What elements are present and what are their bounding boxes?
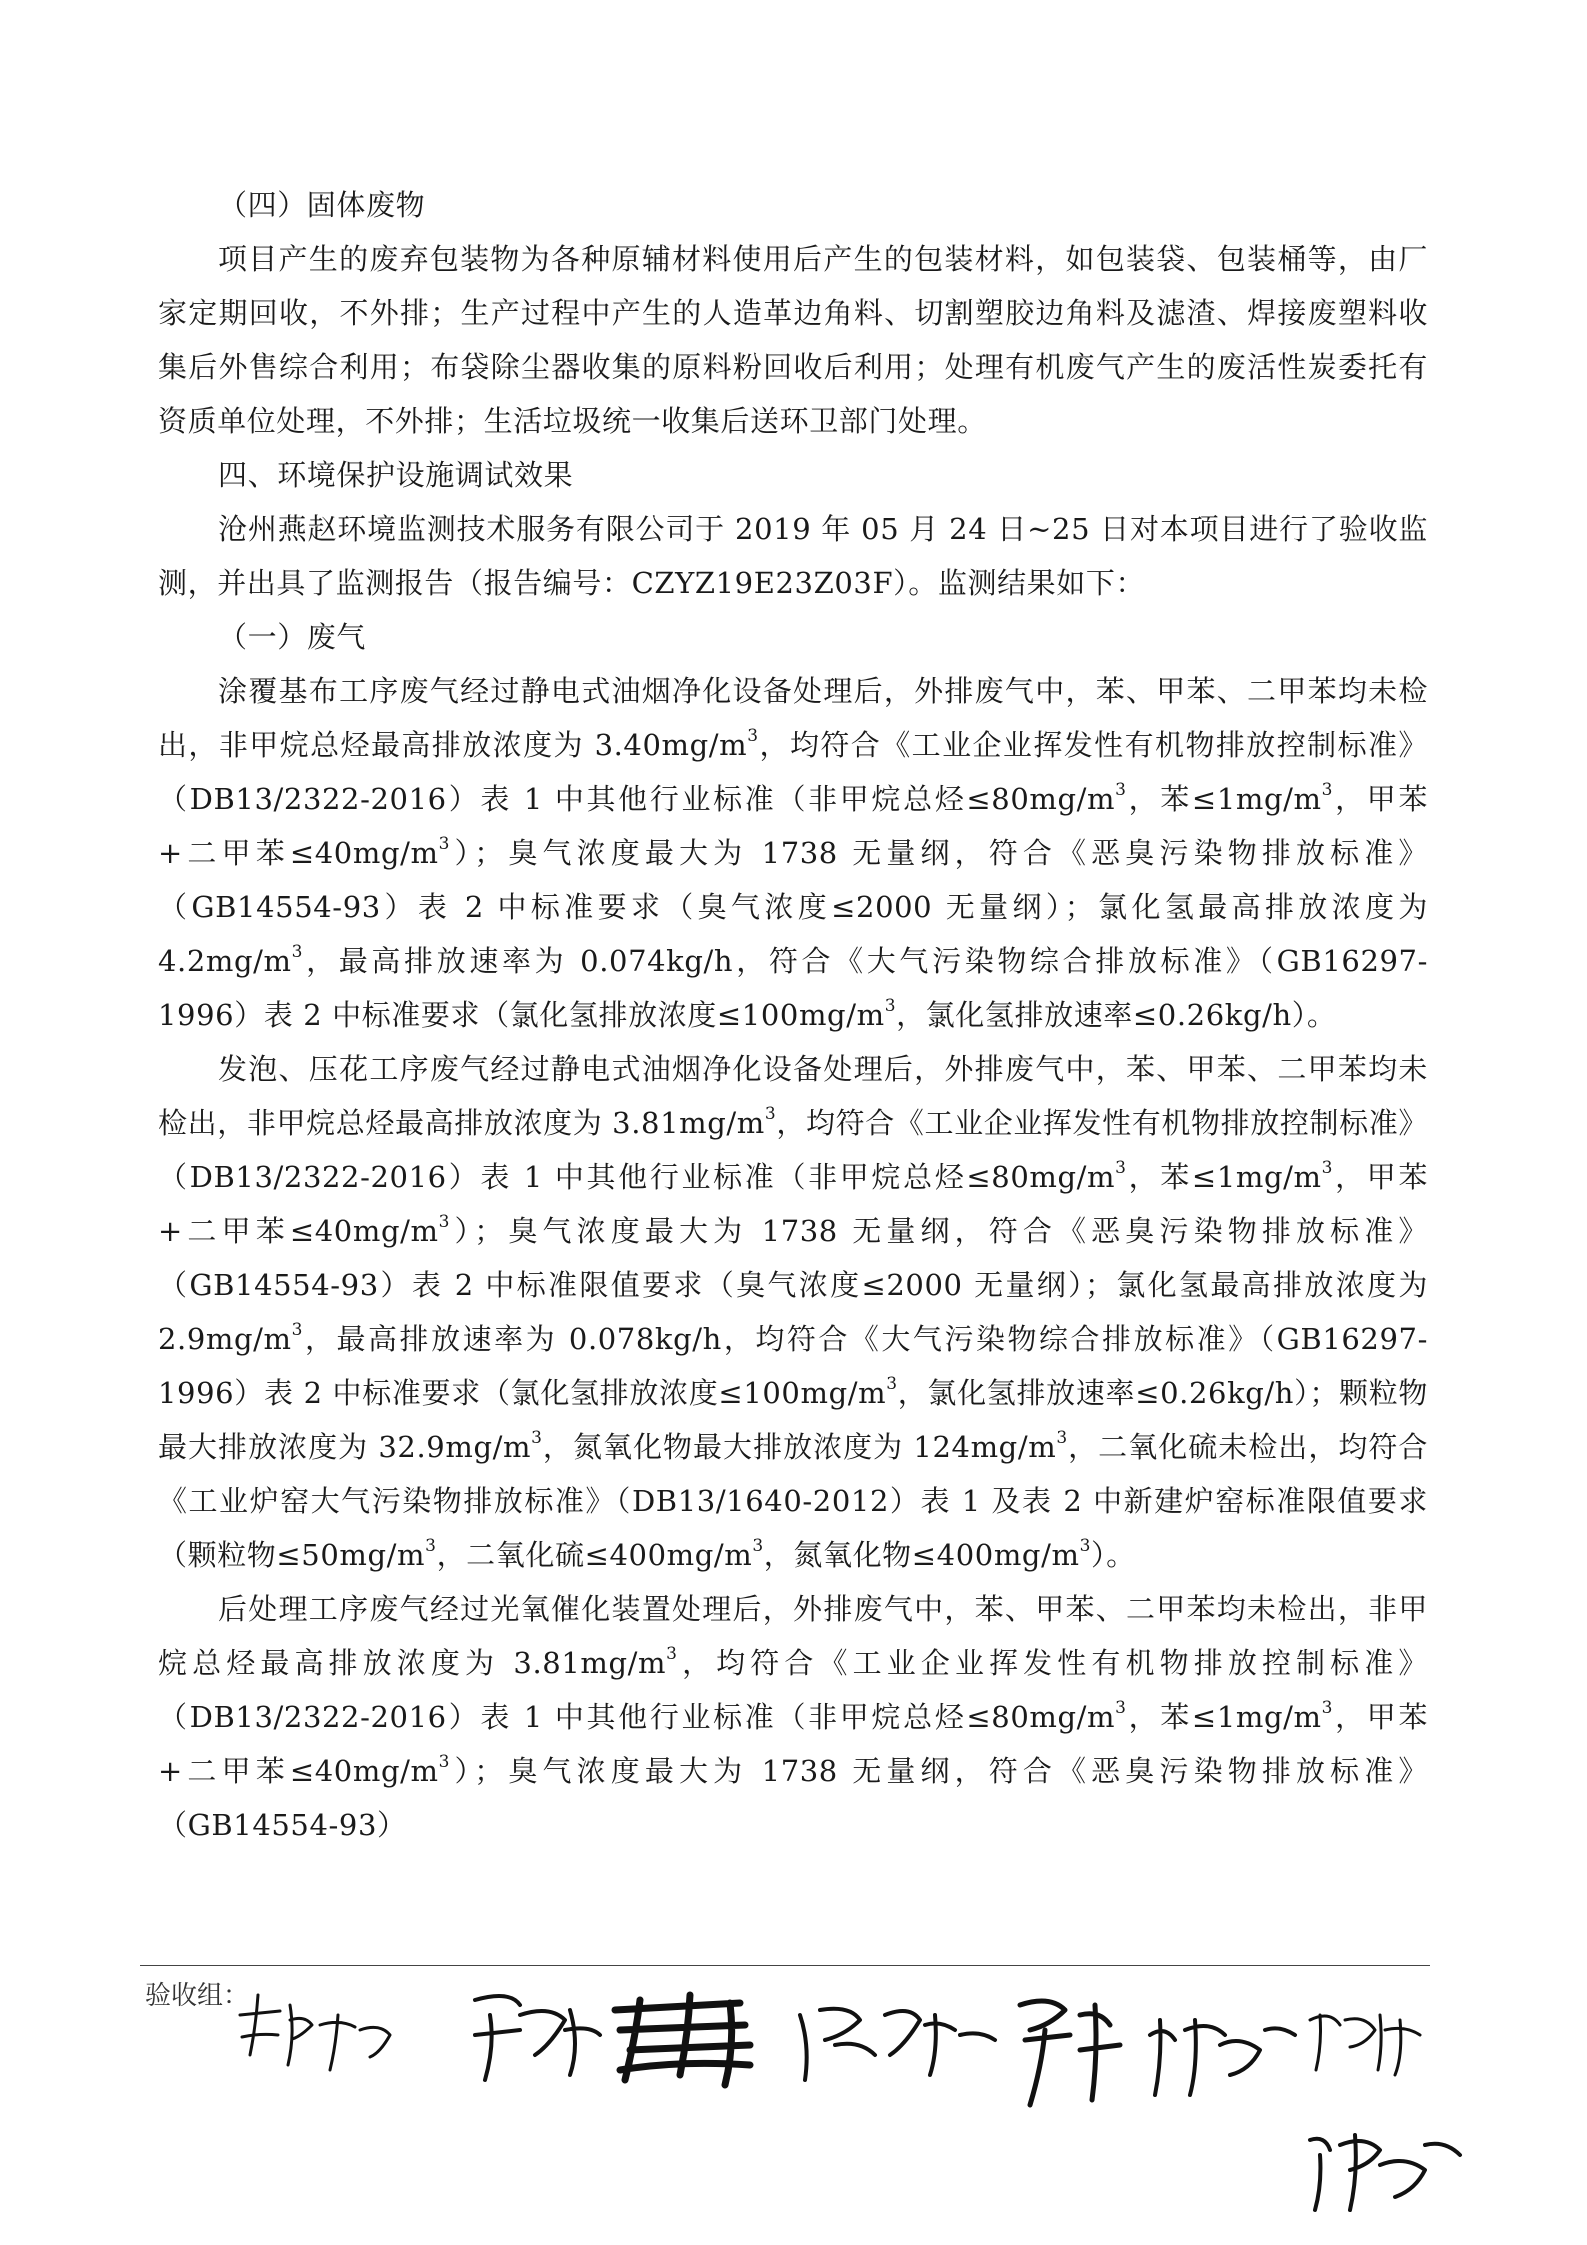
text-run: ，二氧化硫未检出，均符合《工业炉窑大气污染物排放标准》（DB13/1640-2012）表 1 及表 2 中新建炉窑标准限值要求（颗粒物≤50mg/m	[158, 1430, 1428, 1572]
text-run: 涂覆基布工序废气经过静电式油烟净化设备处理后，外排废气中，苯、甲苯、二甲苯均未检出，非甲烷总烃最高排放浓度为 3.40mg/m	[158, 674, 1428, 762]
text-run: ，氯化氢排放速率≤0.26kg/h）。	[896, 998, 1337, 1032]
signature-1	[240, 1995, 390, 2070]
superscript: 3	[1115, 780, 1127, 800]
superscript: 3	[1321, 780, 1334, 800]
text-run: ，均符合《工业企业挥发性有机物排放控制标准》（DB13/2322-2016）表 1 中其他行业标准（非甲烷总烃≤80mg/m	[158, 728, 1429, 816]
text-run: ，甲苯+二甲苯≤40mg/m	[158, 1160, 1428, 1248]
superscript: 3	[764, 1104, 777, 1124]
text-run: ，氯化氢排放速率≤0.26kg/h）；颗粒物最大排放浓度为 32.9mg/m	[158, 1376, 1428, 1464]
text-run: ）；臭气浓度最大为 1738 无量纲，符合《恶臭污染物排放标准》（GB14554-93）	[158, 1754, 1428, 1842]
handwritten-signatures	[220, 1975, 1480, 2225]
text-run: ，苯≤1mg/m	[1126, 782, 1322, 816]
page-body	[158, 178, 1428, 1852]
text-run: ）。	[1091, 1538, 1136, 1572]
superscript: 3	[425, 1536, 437, 1556]
signature-4	[800, 2009, 995, 2080]
superscript: 3	[1321, 1158, 1334, 1178]
superscript: 3	[438, 834, 451, 854]
superscript: 3	[1321, 1698, 1334, 1718]
solid-waste-paragraph: 项目产生的废弃包装物为各种原辅材料使用后产生的包装材料，如包装袋、包装桶等，由厂家定期回收，不外排；生产过程中产生的人造革边角料、切割塑胶边角料及滤渣、焊接废塑料收集后外售综合利用；布袋除尘器收集的原料粉回收后利用；处理有机废气产生的废活性炭委托有资质单位处理，不外排；生活垃圾统一收集后送环卫部门处理。	[158, 242, 1428, 438]
signature-6	[1150, 2020, 1295, 2095]
post-treatment-paragraph	[158, 1582, 1428, 1852]
text-run: 发泡、压花工序废气经过静电式油烟净化设备处理后，外排废气中，苯、甲苯、二甲苯均未检出，非甲烷总烃最高排放浓度为 3.81mg/m	[158, 1052, 1428, 1140]
superscript: 3	[291, 1320, 304, 1340]
superscript: 3	[752, 1536, 764, 1556]
superscript: 3	[1056, 1428, 1068, 1448]
superscript: 3	[884, 996, 897, 1016]
superscript: 3	[666, 1644, 678, 1664]
text-run: ，最高排放速率为 0.078kg/h，均符合《大气污染物综合排放标准》（GB16297-1996）表 2 中标准要求（氯化氢排放浓度≤100mg/m	[158, 1322, 1428, 1410]
text-run: ，均符合《工业企业挥发性有机物排放控制标准》（DB13/2322-2016）表 1 中其他行业标准（非甲烷总烃≤80mg/m	[158, 1646, 1428, 1734]
acceptance-group-label: 验收组：	[145, 1981, 250, 2011]
superscript: 3	[1115, 1158, 1127, 1178]
superscript: 3	[1115, 1698, 1127, 1718]
text-run: ，甲苯+二甲苯≤40mg/m	[158, 782, 1428, 870]
superscript: 3	[438, 1212, 451, 1232]
text-run: ）；臭气浓度最大为 1738 无量纲，符合《恶臭污染物排放标准》（GB14554-93）表 2 中标准要求（臭气浓度≤2000 无量纲）；氯化氢最高排放浓度为 4.2mg/m	[158, 836, 1428, 978]
superscript: 3	[886, 1374, 898, 1394]
effect-heading: 四、环境保护设施调试效果	[218, 458, 574, 492]
text-run: ，氮氧化物≤400mg/m	[763, 1538, 1080, 1572]
text-run: ，均符合《工业企业挥发性有机物排放控制标准》（DB13/2322-2016）表 1 中其他行业标准（非甲烷总烃≤80mg/m	[158, 1106, 1429, 1194]
foaming-paragraph	[158, 1042, 1428, 1582]
superscript: 3	[747, 726, 759, 746]
signature-5	[1020, 2001, 1120, 2105]
signature-7	[1310, 2015, 1420, 2075]
solid-waste-heading: （四）固体废物	[218, 188, 426, 222]
text-run: ，甲苯+二甲苯≤40mg/m	[158, 1700, 1428, 1788]
text-run: ，苯≤1mg/m	[1126, 1160, 1322, 1194]
text-run: ，氮氧化物最大排放浓度为 124mg/m	[542, 1430, 1057, 1464]
superscript: 3	[1079, 1536, 1091, 1556]
text-run: 后处理工序废气经过光氧催化装置处理后，外排废气中，苯、甲苯、二甲苯均未检出，非甲烷总烃最高排放浓度为 3.81mg/m	[158, 1592, 1428, 1680]
superscript: 3	[291, 942, 304, 962]
text-run: ，二氧化硫≤400mg/m	[436, 1538, 753, 1572]
signature-area	[220, 1975, 1480, 2225]
signature-2	[475, 1996, 600, 2080]
coating-paragraph	[158, 664, 1428, 1042]
text-run: ，最高排放速率为 0.074kg/h，符合《大气污染物综合排放标准》（GB16297-1996）表 2 中标准要求（氯化氢排放浓度≤100mg/m	[158, 944, 1428, 1032]
footer-divider	[140, 1965, 1430, 1966]
signature-8	[1310, 2135, 1460, 2210]
gas-heading: （一）废气	[218, 620, 367, 654]
superscript: 3	[531, 1428, 543, 1448]
superscript: 3	[438, 1752, 451, 1772]
text-run: ，苯≤1mg/m	[1126, 1700, 1322, 1734]
effect-paragraph: 沧州燕赵环境监测技术服务有限公司于 2019 年 05 月 24 日~25 日对本项目进行了验收监测，并出具了监测报告（报告编号：CZYZ19E23Z03F）。监测结果如下：	[158, 512, 1428, 600]
signature-3	[615, 1995, 750, 2085]
text-run: ）；臭气浓度最大为 1738 无量纲，符合《恶臭污染物排放标准》（GB14554-93）表 2 中标准限值要求（臭气浓度≤2000 无量纲）；氯化氢最高排放浓度为 2.9mg/m	[158, 1214, 1428, 1356]
